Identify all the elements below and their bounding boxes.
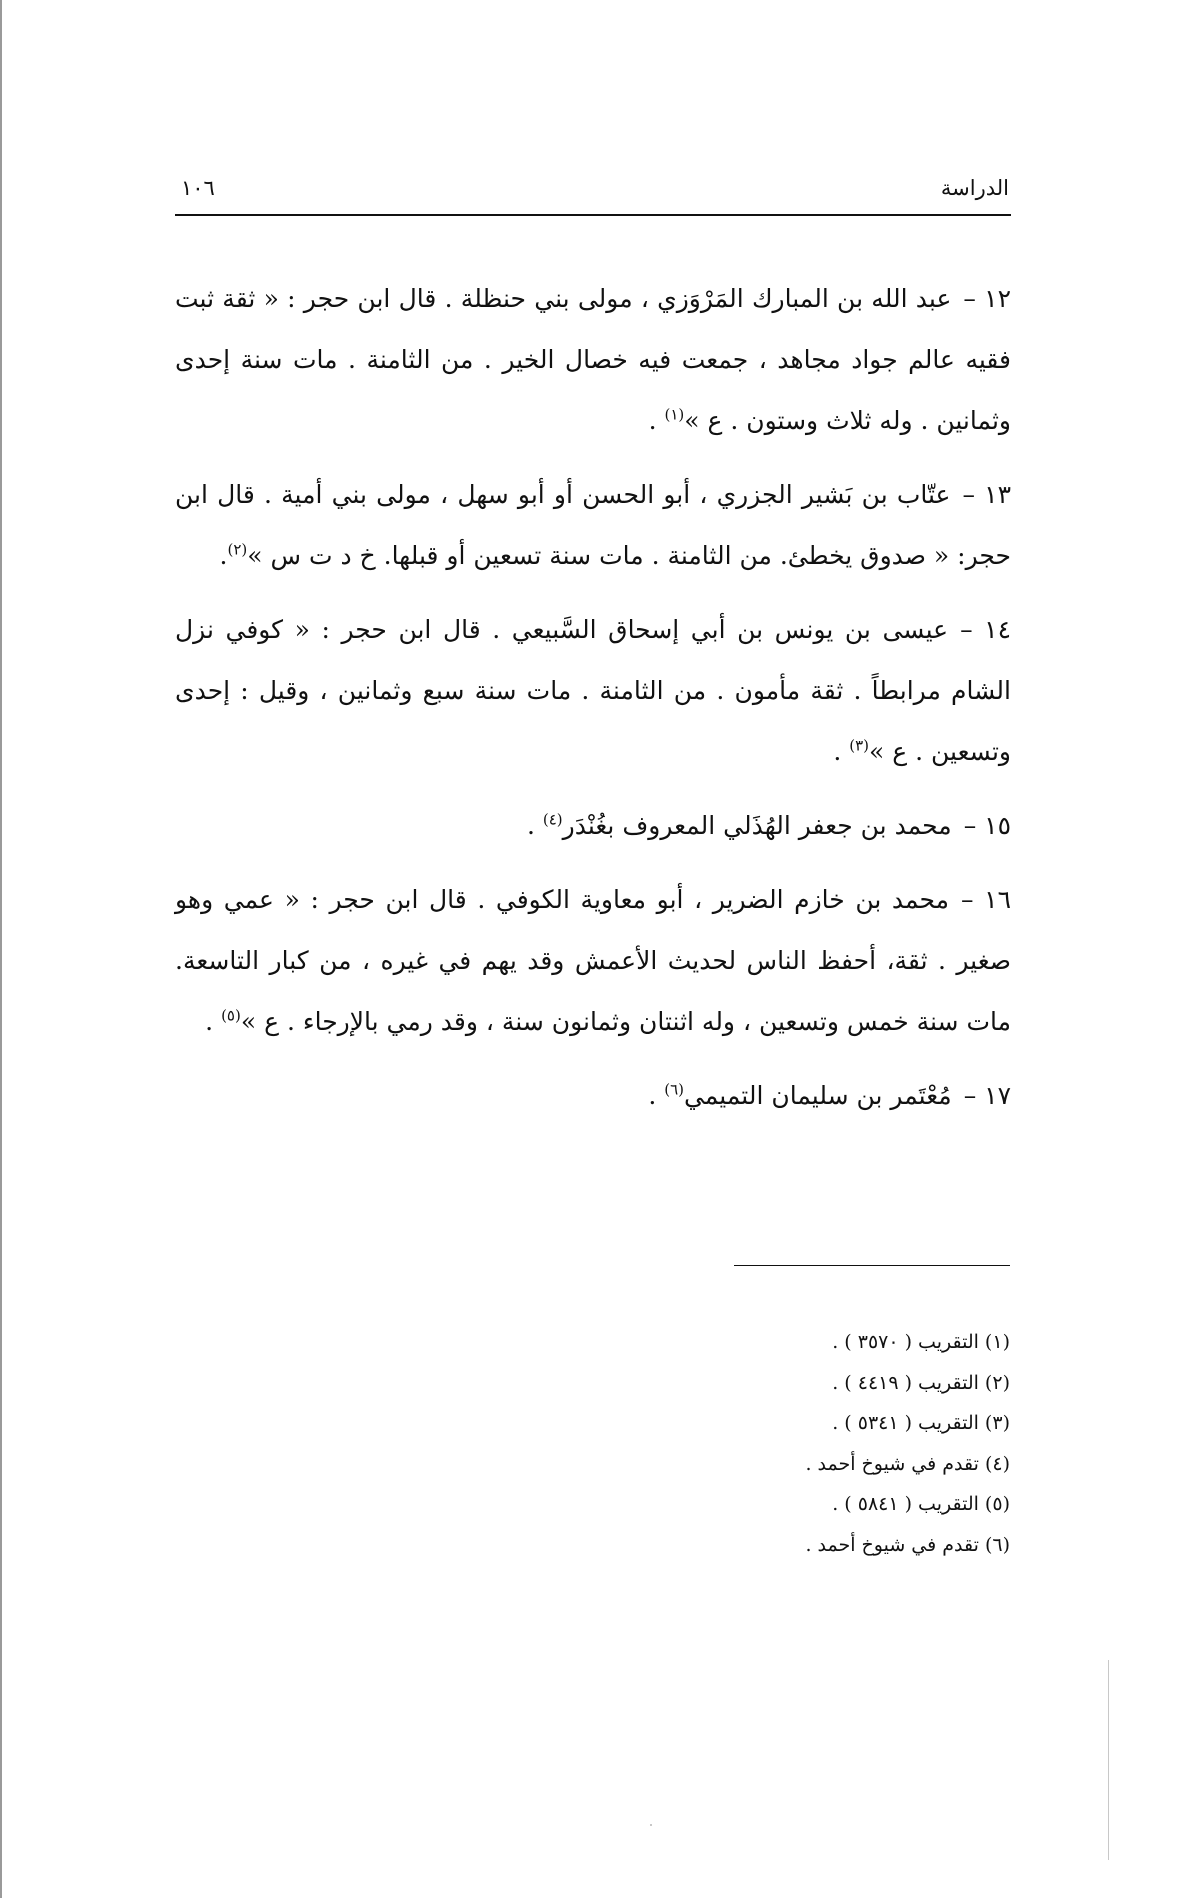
entry-end-punctuation: . [526,811,543,840]
entry-text: محمد بن خازم الضرير ، أبو معاوية الكوفي . قال ابن حجر : « عمي وهو صغير . ثقة، أحفظ الناس لحديث الأعمش وقد يهم في غيره ، من كبار التاسعة. مات سنة خمس وتسعين ، وله اثنتان وثمانون سنة ، وقد رمي بالإرجاء . ع » [175,885,1011,1036]
entry-15 [175,795,1011,856]
entry-16 [175,869,1011,1052]
entry-end-punctuation: . [205,1007,222,1036]
page-number: ١٠٦ [181,176,215,200]
entry-end-punctuation: . [219,541,228,570]
footnote-reference[interactable]: (٤) [542,810,563,829]
entry-number: ١٢ – [963,284,1011,313]
entry-number: ١٧ – [963,1081,1011,1110]
running-header [175,172,1011,216]
footnote-reference[interactable]: (٥) [221,1006,241,1025]
footnote-3: (٣) التقريب ( ٥٣٤١ ) . [832,1412,1010,1434]
footnote-4: (٤) تقدم في شيوخ أحمد . [805,1452,1010,1475]
entry-end-punctuation: . [833,737,850,766]
footnote-reference[interactable]: (٢) [227,540,248,559]
entry-number: ١٣ – [962,480,1011,509]
footnote-reference[interactable]: (٦) [664,1080,685,1099]
entry-text: مُعْتَمر بن سليمان التميمي [684,1081,952,1110]
entry-number: ١٦ – [961,885,1012,914]
entry-14 [175,599,1011,782]
footnotes [680,1322,1010,1565]
scan-speck [1108,1660,1109,1860]
entry-end-punctuation: . [648,1081,665,1110]
entry-12 [175,268,1011,451]
main-text [175,268,1011,1139]
footnote-2: (٢) التقريب ( ٤٤١٩ ) . [832,1371,1010,1394]
entry-number: ١٥ – [963,811,1011,840]
entry-number: ١٤ – [960,615,1011,644]
scan-speck [650,1824,652,1826]
footnote-6: (٦) تقدم في شيوخ أحمد . [805,1533,1010,1556]
footnote-reference[interactable]: (١) [664,405,685,424]
entry-end-punctuation: . [648,406,665,435]
footnote-1: (١) التقريب ( ٣٥٧٠ ) . [832,1331,1010,1353]
entry-17 [175,1065,1011,1126]
entry-text: عتّاب بن بَشير الجزري ، أبو الحسن أو أبو سهل ، مولى بني أمية . قال ابن حجر: « صدوق يخطئ. من الثامنة . مات سنة تسعين أو قبلها. خ د ت س » [175,480,1011,570]
entry-text: عبد الله بن المبارك المَرْوَزي ، مولى بني حنظلة . قال ابن حجر : « ثقة ثبت فقيه عالم جواد مجاهد ، جمعت فيه خصال الخير . من الثامنة . مات سنة إحدى وثمانين . وله ثلاث وستون . ع » [175,284,1011,435]
entry-13 [175,464,1011,586]
footnote-5: (٥) التقريب ( ٥٨٤١ ) . [832,1493,1010,1515]
footnote-separator [734,1265,1010,1266]
page-edge [0,0,2,1898]
entry-text: عيسى بن يونس بن أبي إسحاق السَّبيعي . قال ابن حجر : « كوفي نزل الشام مرابطاً . ثقة مأمون . من الثامنة . مات سنة سبع وثمانين ، وقيل : إحدى وتسعين . ع » [175,615,1011,766]
footnote-reference[interactable]: (٣) [849,736,870,755]
entry-text: محمد بن جعفر الهُذَلي المعروف بغُنْدَر [562,811,952,840]
section-title: الدراسة [940,176,1009,200]
